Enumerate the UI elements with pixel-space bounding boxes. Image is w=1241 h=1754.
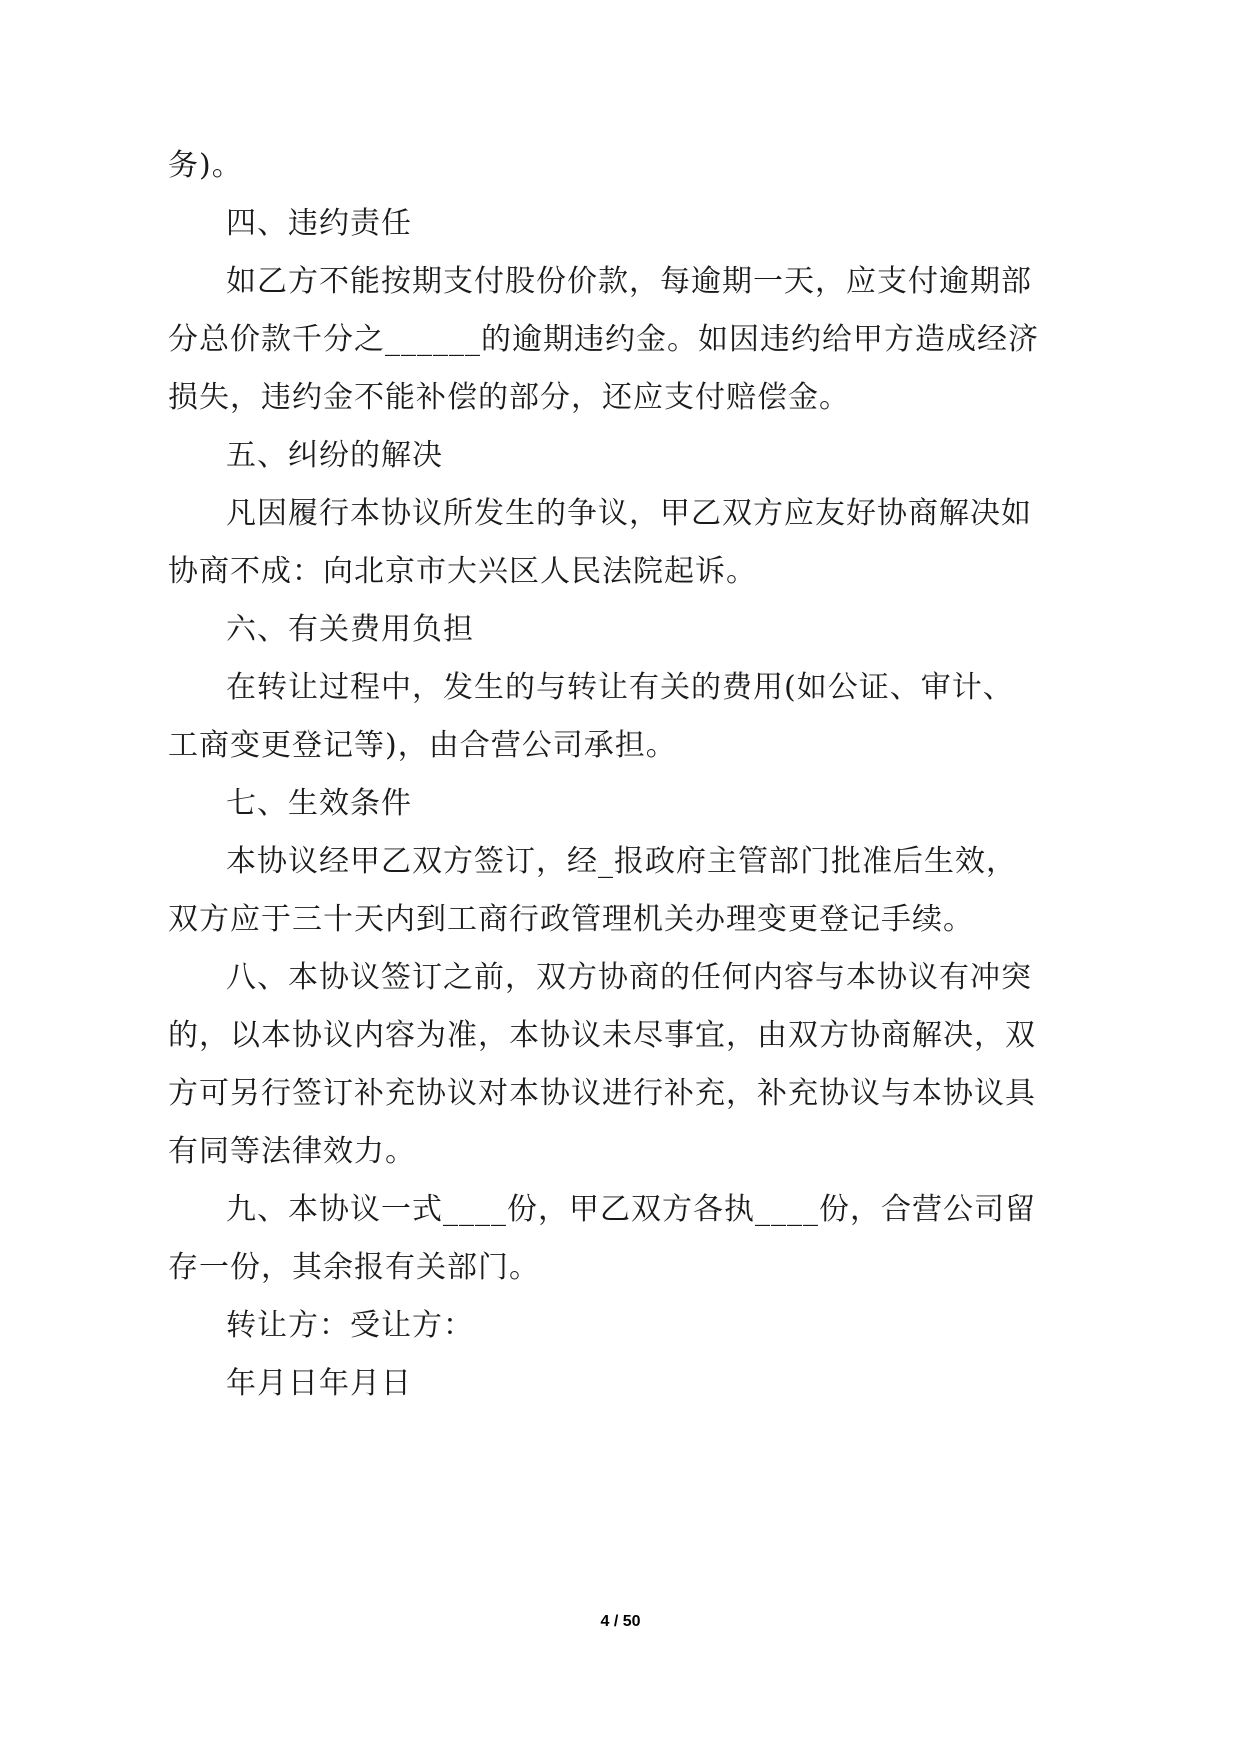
document-line: 凡因履行本协议所发生的争议，甲乙双方应友好协商解决如: [226, 496, 1032, 531]
document-line: 本协议经甲乙双方签订，经_报政府主管部门批准后生效，: [226, 844, 1017, 879]
document-line: 在转让过程中，发生的与转让有关的费用(如公证、审计、: [226, 670, 1014, 705]
document-line: 四、违约责任: [226, 206, 412, 241]
document-line: 九、本协议一式____份，甲乙双方各执____份，合营公司留: [226, 1192, 1036, 1227]
document-line: 分总价款千分之______的逾期违约金。如因违约给甲方造成经济: [168, 322, 1039, 357]
document-line: 七、生效条件: [226, 786, 412, 821]
document-line: 的，以本协议内容为准，本协议未尽事宜，由双方协商解决，双: [168, 1018, 1036, 1053]
document-line: 五、纠纷的解决: [226, 438, 443, 473]
document-line: 八、本协议签订之前，双方协商的任何内容与本协议有冲突: [226, 960, 1032, 995]
document-line: 有同等法律效力。: [168, 1134, 416, 1169]
document-line: 年月日年月日: [226, 1366, 412, 1401]
document-line: 存一份，其余报有关部门。: [168, 1250, 540, 1285]
document-line: 双方应于三十天内到工商行政管理机关办理变更登记手续。: [168, 902, 974, 937]
document-line: 方可另行签订补充协议对本协议进行补充，补充协议与本协议具: [168, 1076, 1036, 1111]
document-line: 转让方：受让方：: [226, 1308, 474, 1343]
document-line: 六、有关费用负担: [226, 612, 474, 647]
page-number: 4 / 50: [600, 1613, 641, 1630]
document-line: 损失，违约金不能补偿的部分，还应支付赔偿金。: [168, 380, 850, 415]
document-line: 协商不成：向北京市大兴区人民法院起诉。: [168, 554, 757, 589]
document-line: 务)。: [168, 148, 243, 183]
document-line: 如乙方不能按期支付股份价款，每逾期一天，应支付逾期部: [226, 264, 1032, 299]
document-line: 工商变更登记等)，由合营公司承担。: [168, 728, 677, 763]
